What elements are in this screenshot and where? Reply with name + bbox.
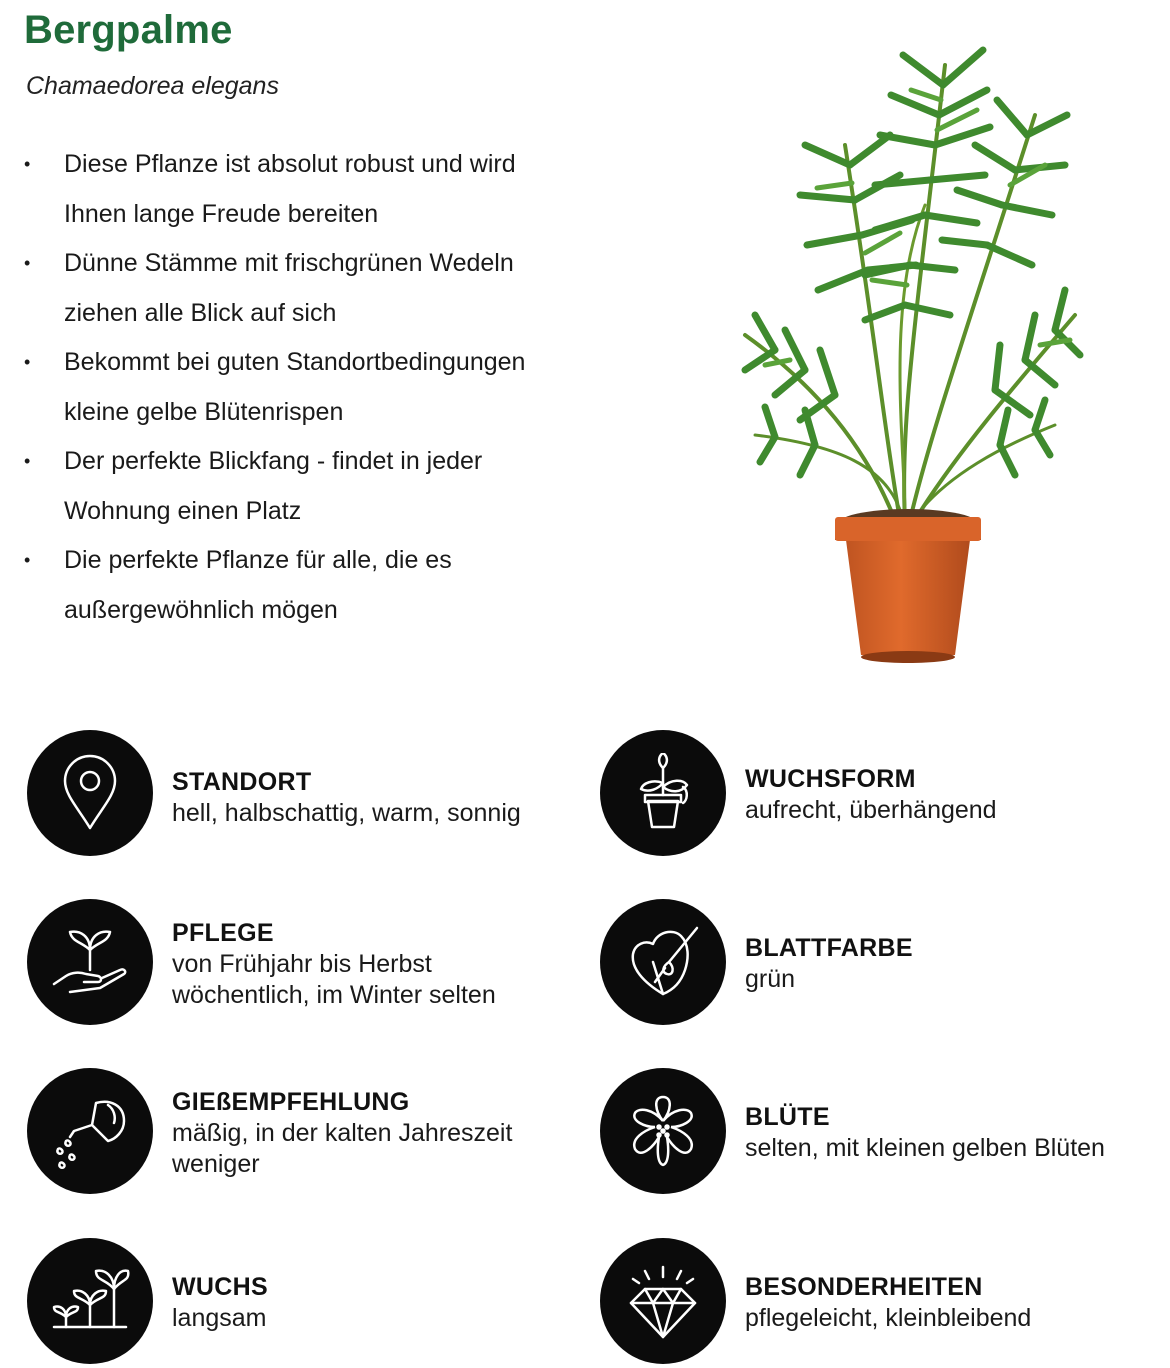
attribute-label: STANDORT	[172, 768, 312, 796]
bullet: •	[24, 550, 31, 570]
attribute-wuchs	[27, 1238, 587, 1368]
seedlings-growth-icon	[27, 1238, 153, 1364]
location-pin-icon	[27, 730, 153, 856]
attribute-value: weniger	[172, 1149, 260, 1178]
bullet: •	[24, 253, 31, 273]
attribute-blattfarbe	[600, 899, 1160, 1029]
feature-item-continuation: Ihnen lange Freude bereiten	[64, 199, 379, 228]
feature-item: • Die perfekte Pflanze für alle, die es	[24, 536, 624, 586]
attribute-label: BLATTFARBE	[745, 934, 913, 962]
attribute-label: GIEßEMPFEHLUNG	[172, 1087, 410, 1116]
product-latin-name: Chamaedorea elegans	[26, 72, 279, 100]
product-title: Bergpalme	[24, 8, 233, 52]
attribute-value: wöchentlich, im Winter selten	[172, 980, 496, 1009]
attribute-standort	[27, 730, 587, 860]
attribute-value: mäßig, in der kalten Jahreszeit	[172, 1118, 513, 1147]
hand-sprout-icon	[27, 899, 153, 1025]
watering-can-icon	[27, 1068, 153, 1194]
attribute-value: hell, halbschattig, warm, sonnig	[172, 799, 521, 827]
feature-item: • Der perfekte Blickfang - findet in jeder	[24, 437, 624, 487]
attribute-label: WUCHS	[172, 1273, 268, 1301]
feature-item-continuation: außergewöhnlich mögen	[64, 595, 338, 624]
feature-list	[24, 140, 624, 635]
leaf-brush-icon	[600, 899, 726, 1025]
potted-plant-icon	[600, 730, 726, 856]
attribute-value: aufrecht, überhängend	[745, 796, 997, 824]
feature-item: • Dünne Stämme mit frischgrünen Wedeln	[24, 239, 624, 289]
attribute-value: von Frühjahr bis Herbst	[172, 949, 432, 978]
attribute-label: BLÜTE	[745, 1103, 830, 1131]
bullet: •	[24, 154, 31, 174]
feature-item-continuation: kleine gelbe Blütenrispen	[64, 397, 344, 426]
bullet: •	[24, 352, 31, 372]
feature-item-continuation: Wohnung einen Platz	[64, 496, 302, 525]
feature-item-continuation: ziehen alle Blick auf sich	[64, 298, 337, 327]
attribute-value: selten, mit kleinen gelben Blüten	[745, 1134, 1105, 1162]
feature-item: • Diese Pflanze ist absolut robust und wird	[24, 140, 624, 190]
attribute-value: grün	[745, 965, 796, 993]
attribute-giessempfehlung	[27, 1068, 587, 1198]
plant-image	[715, 5, 1105, 670]
attribute-wuchsform	[600, 730, 1160, 860]
attribute-label: WUCHSFORM	[745, 765, 916, 793]
attribute-besonderheiten	[600, 1238, 1160, 1368]
diamond-icon	[600, 1238, 726, 1364]
feature-item: • Bekommt bei guten Standortbedingungen	[24, 338, 624, 388]
attribute-pflege	[27, 899, 587, 1029]
attribute-label: PFLEGE	[172, 918, 274, 947]
attribute-bluete	[600, 1068, 1160, 1198]
flower-icon	[600, 1068, 726, 1194]
attribute-value: pflegeleicht, kleinbleibend	[745, 1304, 1032, 1332]
attribute-value: langsam	[172, 1304, 267, 1332]
bullet: •	[24, 451, 31, 471]
attribute-label: BESONDERHEITEN	[745, 1273, 983, 1301]
